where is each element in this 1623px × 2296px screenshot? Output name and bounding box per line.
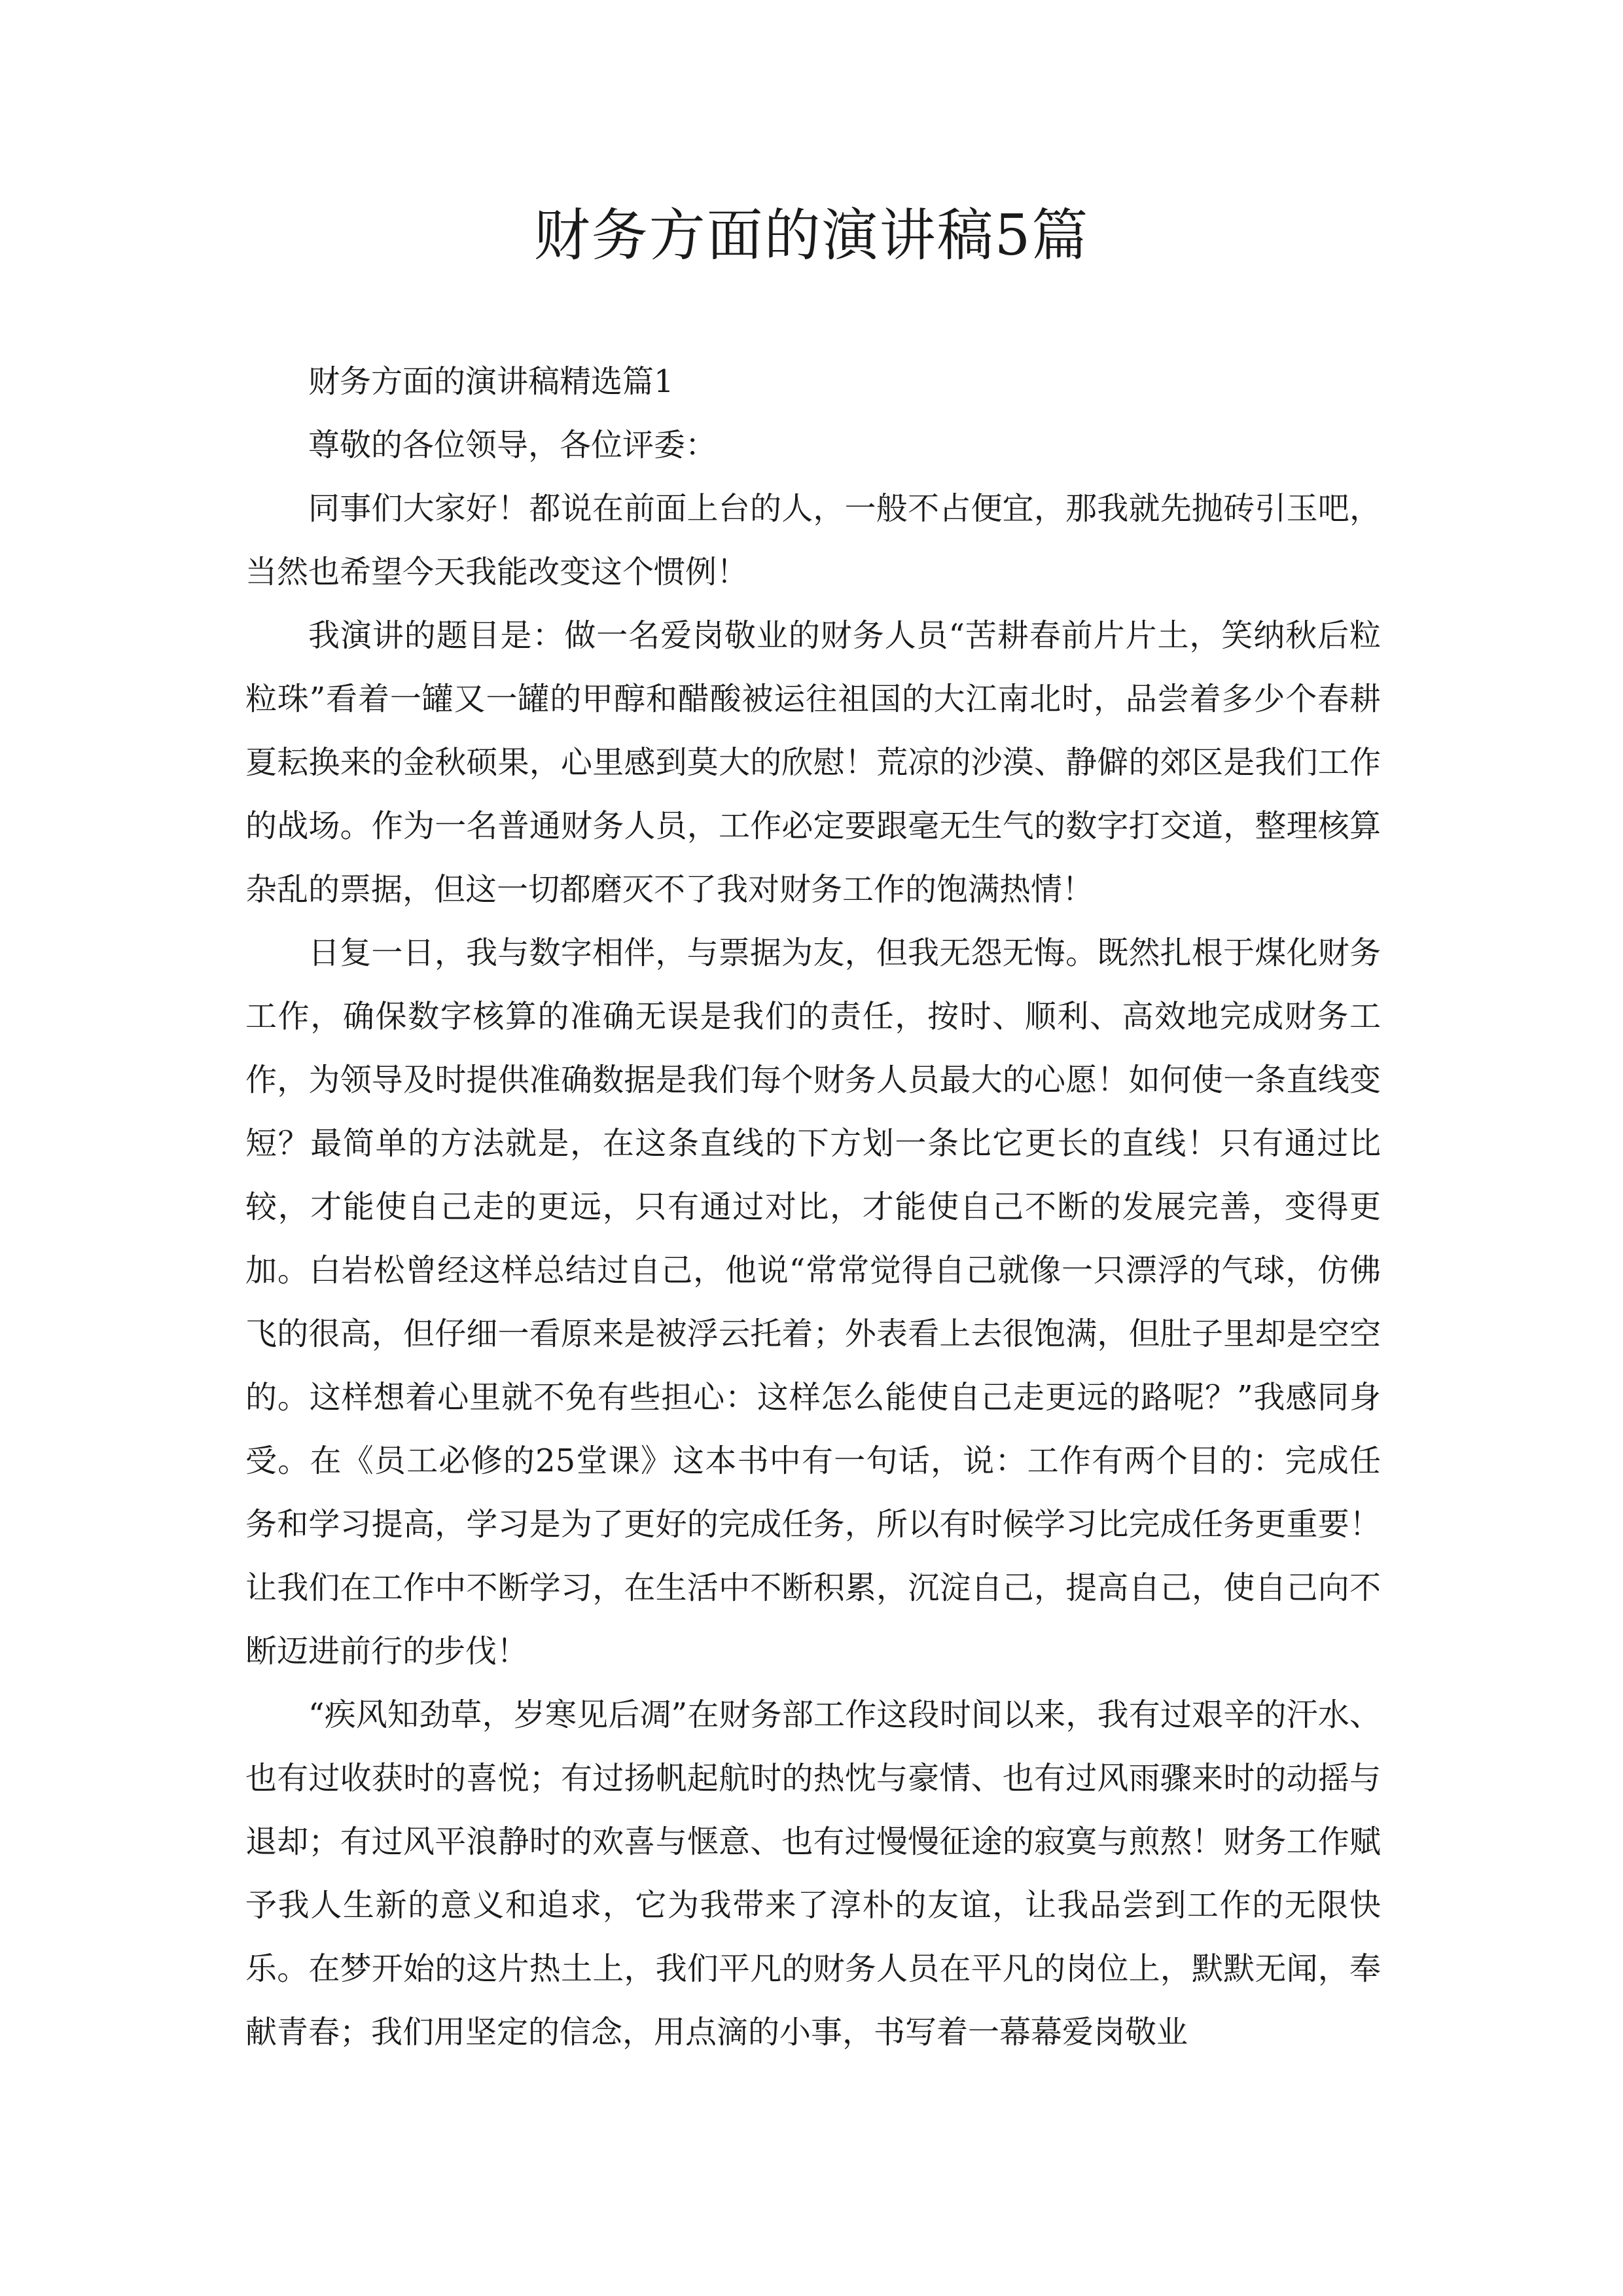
section-heading: 财务方面的演讲稿精选篇1: [308, 363, 674, 400]
document-title: 财务方面的演讲稿5篇: [533, 203, 1090, 268]
salutation: 尊敬的各位领导，各位评委：: [308, 427, 717, 463]
paragraph: 日复一日，我与数字相伴，与票据为友，但我无怨无悔。既然扎根于煤化财务工作，确保数字核算的准确无误是我们的责任，按时、顺利、高效地完成财务工作，为领导及时提供准确数据是我们每个财务人员最大的心愿！如何使一条直线变短？最简单的方法就是，在这条直线的下方划一条比它更长的直线！只有通过比较，才能使自己走的更远，只有通过对比，才能使自己不断的发展完善，变得更加。白岩松曾经这样总结过自己，他说“常常觉得自己就像一只漂浮的气球，仿佛飞的很高，但仔细一看原来是被浮云托着；外表看上去很饱满，但肚子里却是空空的。这样想着心里就不免有些担心：这样怎么能使自己走更远的路呢？”我感同身受。在《员工必修的25堂课》这本书中有一句话，说：工作有两个目的：完成任务和学习提高，学习是为了更好的完成任务，所以有时候学习比完成任务更重要！让我们在工作中不断学习，在生活中不断积累，沉淀自己，提高自己，使自己向不断迈进前行的步伐！: [245, 935, 1381, 1670]
paragraph: “疾风知劲草，岁寒见后凋”在财务部工作这段时间以来，我有过艰辛的汗水、也有过收获时的喜悦；有过扬帆起航时的热忱与豪情、也有过风雨骤来时的动摇与退却；有过风平浪静时的欢喜与惬意、也有过慢慢征途的寂寞与煎熬！财务工作赋予我人生新的意义和追求，它为我带来了淳朴的友谊，让我品尝到工作的无限快乐。在梦开始的这片热土上，我们平凡的财务人员在平凡的岗位上，默默无闻，奉献青春；我们用坚定的信念，用点滴的小事，书写着一幕幕爱岗敬业: [245, 1696, 1381, 2051]
document-body: [245, 350, 1381, 2064]
paragraph: 我演讲的题目是：做一名爱岗敬业的财务人员“苦耕春前片片土，笑纳秋后粒粒珠”看着一罐又一罐的甲醇和醋酸被运往祖国的大江南北时，品尝着多少个春耕夏耘换来的金秋硕果，心里感到莫大的欣慰！荒凉的沙漠、静僻的郊区是我们工作的战场。作为一名普通财务人员，工作必定要跟毫无生气的数字打交道，整理核算杂乱的票据，但这一切都磨灭不了我对财务工作的饱满热情！: [245, 617, 1381, 908]
paragraph: 同事们大家好！都说在前面上台的人，一般不占便宜，那我就先抛砖引玉吧，当然也希望今天我能改变这个惯例！: [245, 490, 1381, 590]
